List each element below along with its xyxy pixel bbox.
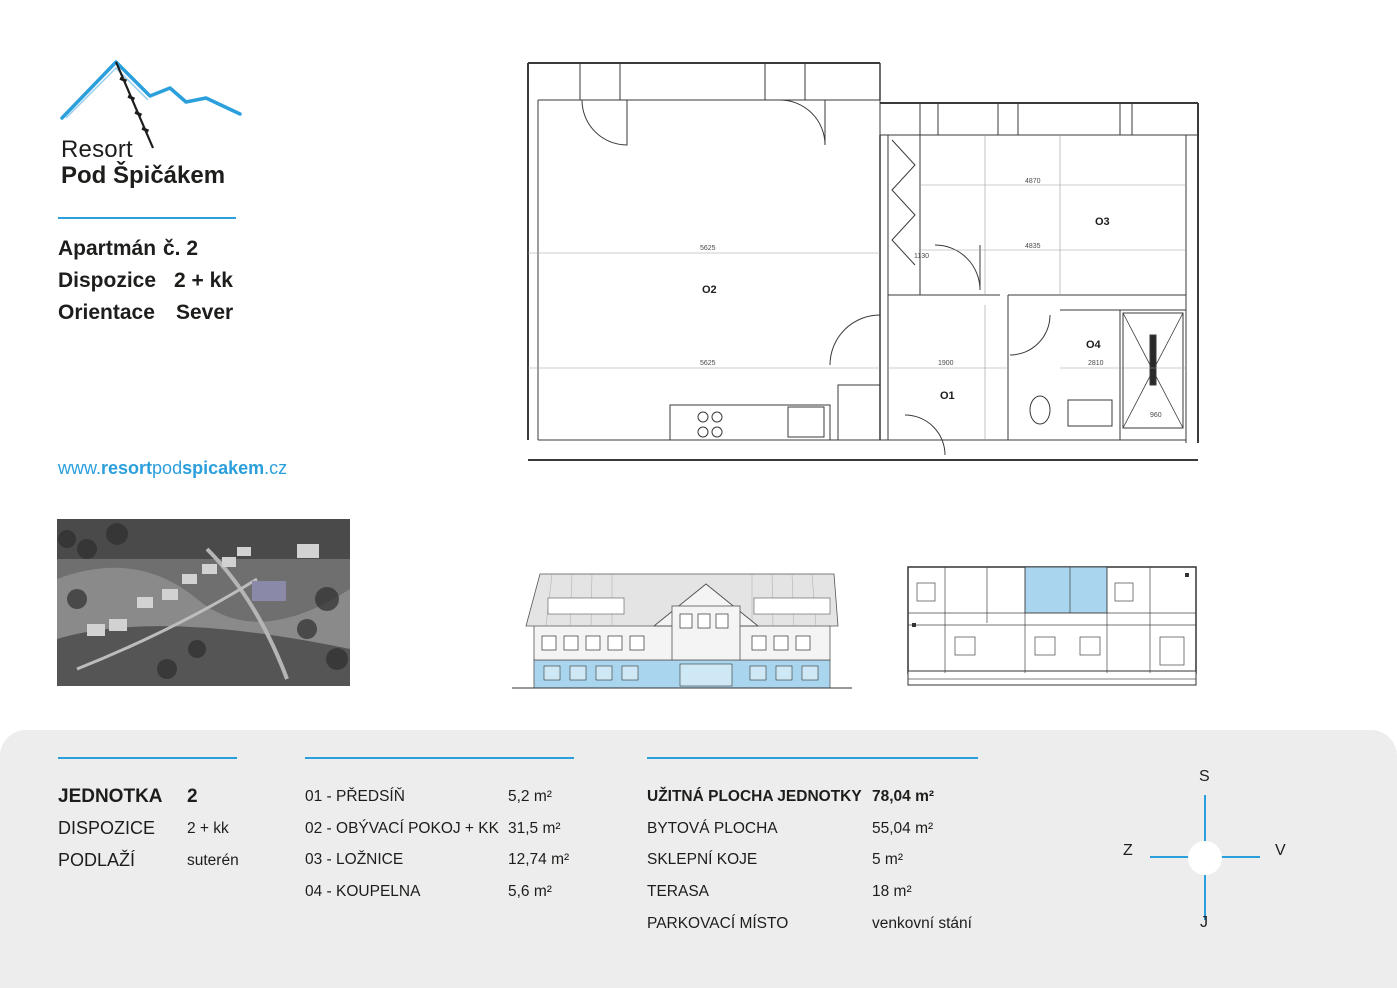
- website-suffix: .cz: [264, 458, 288, 478]
- dim-label: 4870: [1025, 178, 1041, 185]
- apartment-value: č. 2: [163, 237, 199, 260]
- apartment-label: Apartmán: [58, 237, 157, 260]
- compass-south-label: J: [1200, 914, 1208, 931]
- compass-north-label: S: [1199, 768, 1210, 785]
- compass-west-label: Z: [1123, 842, 1133, 859]
- aerial-photo: [57, 519, 350, 686]
- usable-area-value: 78,04 m²: [872, 788, 935, 805]
- room-area: 12,74 m²: [508, 851, 570, 868]
- area-label: PARKOVACÍ MÍSTO: [647, 915, 789, 932]
- area-value: venkovní stání: [872, 915, 972, 932]
- orientation-label: Orientace: [58, 301, 155, 324]
- area-value: 18 m²: [872, 883, 912, 900]
- disposition-label: Dispozice: [58, 269, 157, 292]
- dim-label: 5625: [700, 360, 716, 367]
- room-label-o2: O2: [702, 284, 717, 296]
- area-value: 5 m²: [872, 851, 903, 868]
- unit-floor-label: PODLAŽÍ: [58, 850, 136, 870]
- area-label: TERASA: [647, 883, 710, 900]
- website-link[interactable]: [58, 458, 287, 479]
- room-label-o4: O4: [1086, 339, 1101, 351]
- floor-plan: [520, 55, 1205, 467]
- unit-floor-value: suterén: [187, 852, 239, 869]
- room-label-o1: O1: [940, 390, 955, 402]
- divider: [647, 757, 978, 759]
- room-area: 5,2 m²: [508, 788, 552, 805]
- building-elevation: [512, 560, 852, 690]
- room-name: 01 - PŘEDSÍŇ: [305, 788, 405, 805]
- divider: [58, 217, 236, 219]
- area-label: SKLEPNÍ KOJE: [647, 851, 758, 868]
- unit-number: 2: [187, 786, 198, 807]
- unit-label: JEDNOTKA: [58, 786, 163, 807]
- dim-label: 1130: [914, 253, 930, 260]
- disposition-value: 2 + kk: [174, 269, 233, 292]
- room-name: 02 - OBÝVACÍ POKOJ + KK: [305, 820, 499, 837]
- orientation-value: Sever: [176, 301, 234, 324]
- room-label-o3: O3: [1095, 216, 1110, 228]
- compass-icon: [1145, 795, 1265, 920]
- website-prefix: www.: [58, 458, 102, 478]
- building-key-plan: [905, 553, 1200, 688]
- room-name: 03 - LOŽNICE: [305, 851, 404, 868]
- dim-label: 2810: [1088, 360, 1104, 367]
- dim-label: 5625: [700, 245, 716, 252]
- website-part-resort: resort: [101, 458, 153, 478]
- area-label: BYTOVÁ PLOCHA: [647, 820, 778, 837]
- dim-label: 1900: [938, 360, 954, 367]
- room-area: 5,6 m²: [508, 883, 552, 900]
- room-name: 04 - KOUPELNA: [305, 883, 421, 900]
- room-area: 31,5 m²: [508, 820, 561, 837]
- dim-label: 960: [1150, 412, 1162, 419]
- logo-text-name: Pod Špičákem: [61, 162, 226, 189]
- website-part-pod: pod: [152, 458, 183, 478]
- website-part-spicakem: spicakem: [182, 458, 265, 478]
- unit-disposition-label: DISPOZICE: [58, 818, 156, 838]
- divider: [58, 757, 237, 759]
- divider: [305, 757, 574, 759]
- logo-text-resort: Resort: [61, 136, 133, 163]
- area-value: 55,04 m²: [872, 820, 934, 837]
- usable-area-label: UŽITNÁ PLOCHA JEDNOTKY: [647, 788, 862, 805]
- unit-disposition-value: 2 + kk: [187, 820, 229, 837]
- dim-label: 4835: [1025, 243, 1041, 250]
- compass-east-label: V: [1275, 842, 1286, 859]
